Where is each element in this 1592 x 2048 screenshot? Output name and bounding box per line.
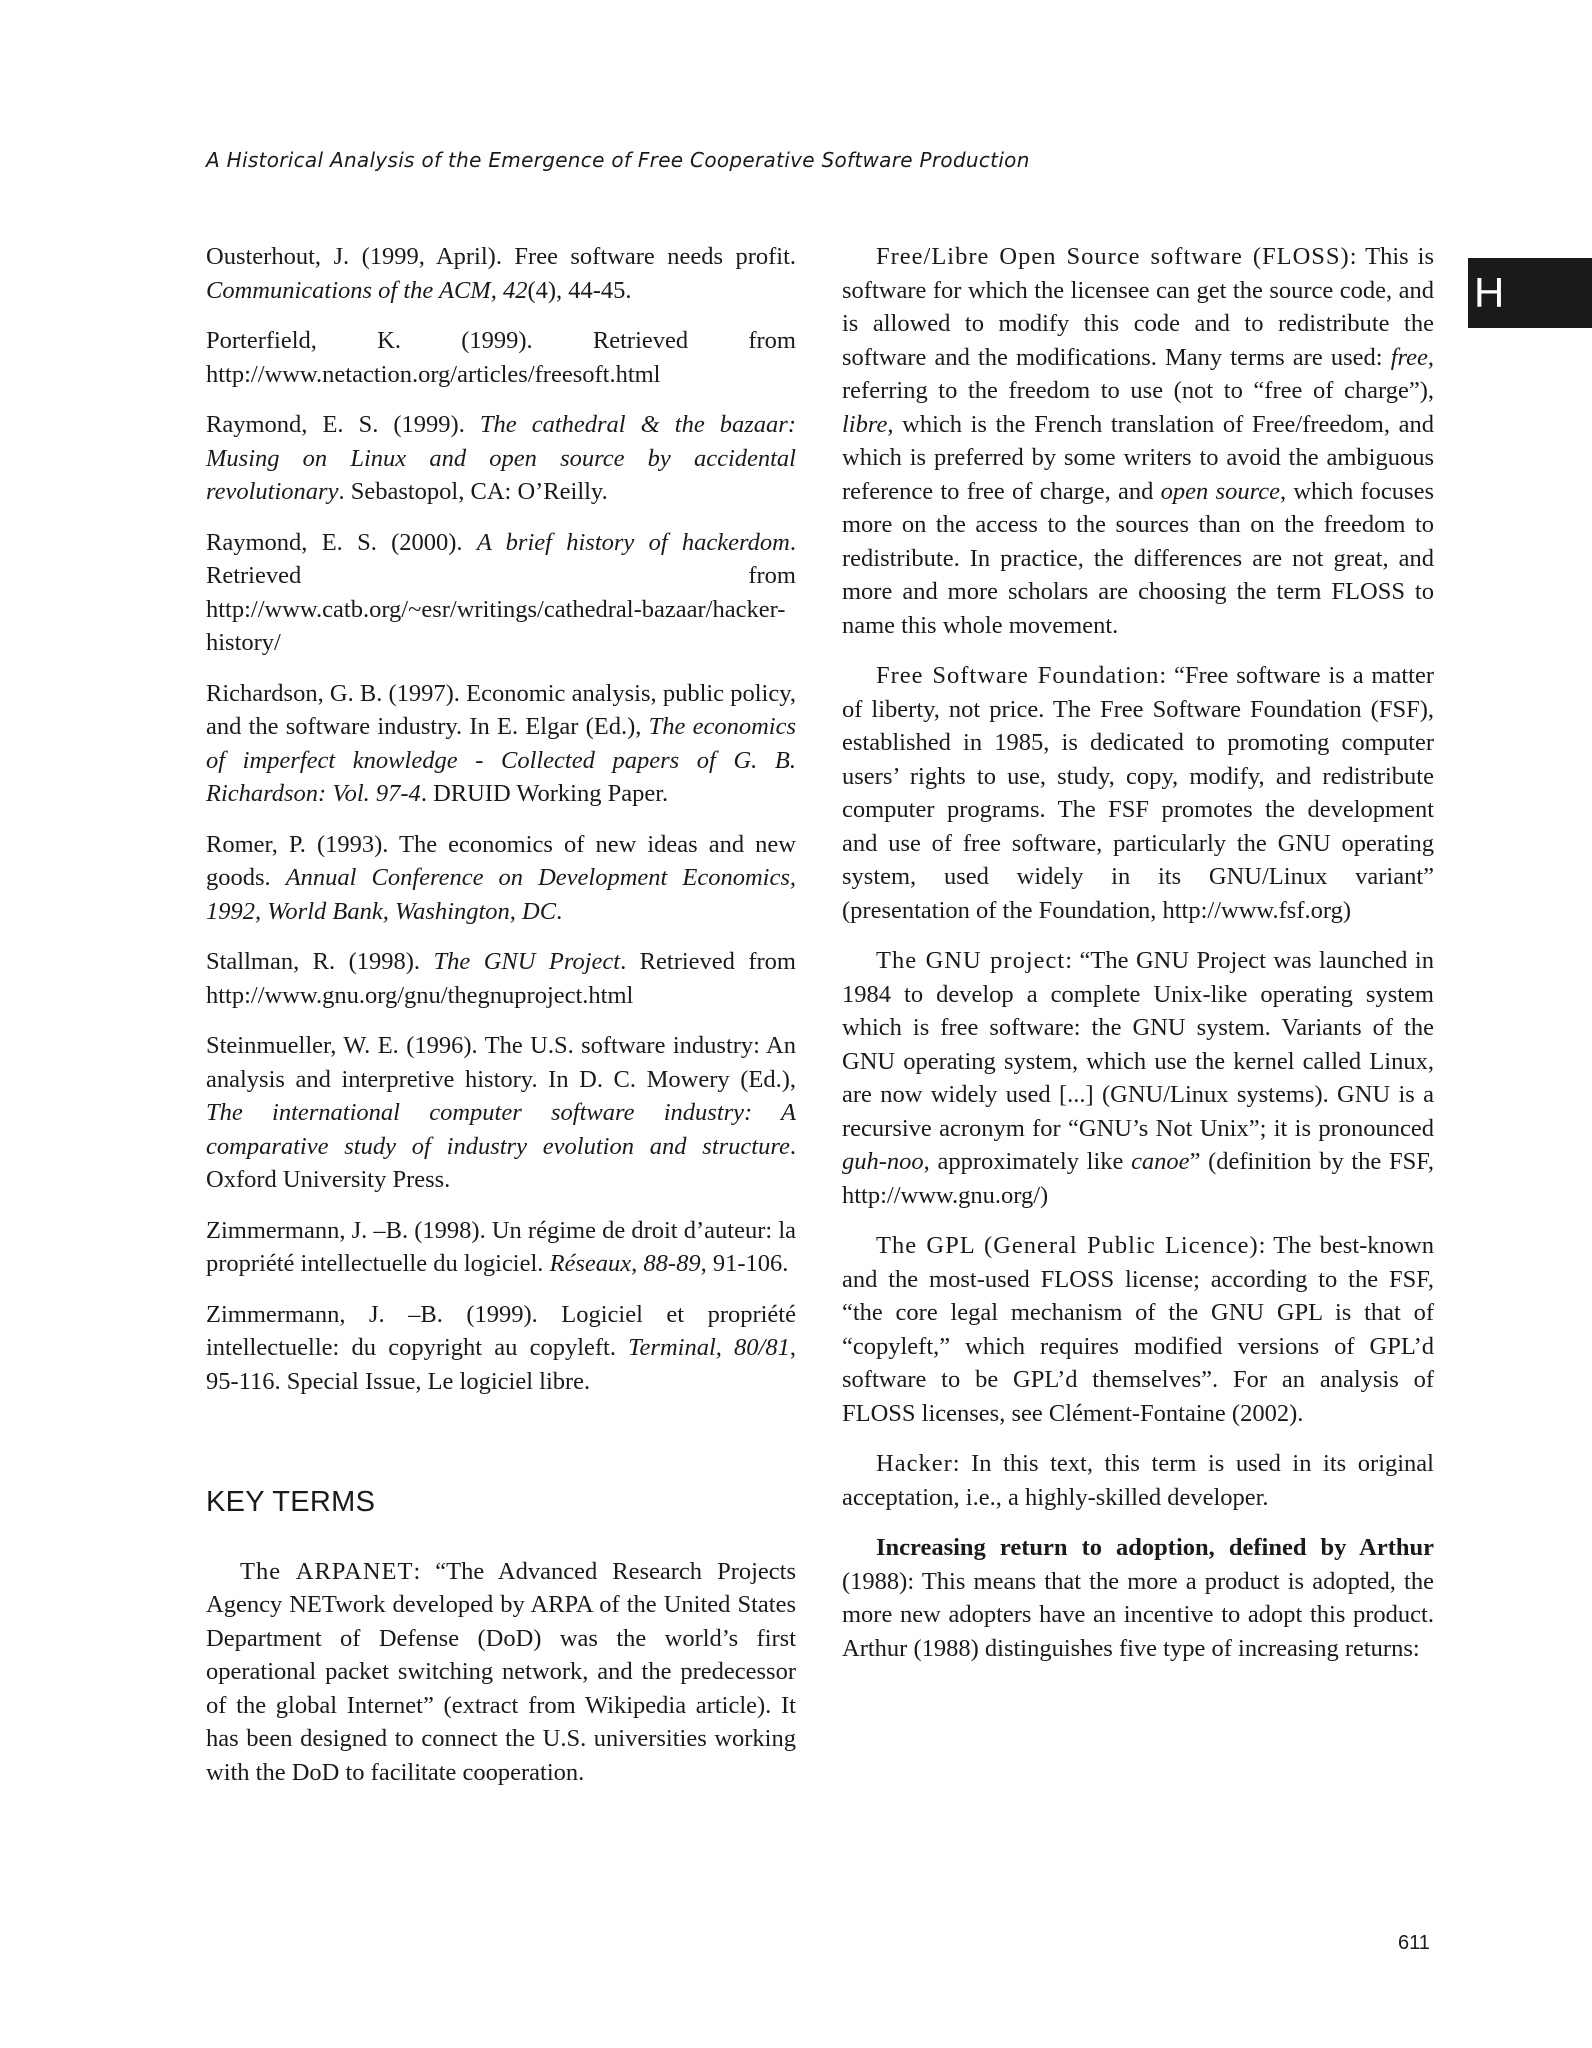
right-column [842,240,1434,1682]
reference-item: Stallman, R. (1998). The GNU Project. Retrieved from http://www.gnu.org/gnu/thegnuproject.html [206,948,796,1009]
page-number: 611 [1398,1932,1430,1954]
reference-list [206,240,796,1398]
term-gnu: The GNU project: “The GNU Project was launched in 1984 to develop a complete Unix-like operating system which is free software: the GNU system. Variants of the GNU operating system, which use the kernel called Linux, are now widely used [...] (GNU/Linux systems). GNU is a recursive acronym for “GNU’s Not Unix”; it is pronounced guh-noo, approximately like canoe” (definition by the FSF, http://www.gnu.org/) [842,947,1435,1209]
term-fsf: Free Software Foundation: “Free software is a matter of liberty, not price. The Free Software Foundation (FSF), established in 1985, is dedicated to promoting computer users’ rights to use, study, copy, modify, and redistribute computer programs. The FSF promotes the development and use of free software, particularly the GNU operating system, used widely in its GNU/Linux variant” (presentation of the Foundation, http://www.fsf.org) [842,662,1435,924]
term-gpl: The GPL (General Public Licence): The best-known and the most-used FLOSS license; according to the FSF, “the core legal mechanism of the GNU GPL is that of “copyleft,” which requires modified versions of GPL’d software to be GPL’d themselves”. For an analysis of FLOSS licenses, see Clément-Fontaine (2002). [842,1232,1434,1427]
term-hacker: Hacker: In this text, this term is used in its original acceptation, i.e., a highly-skilled developer. [842,1450,1434,1511]
reference-item: Ousterhout, J. (1999, April). Free software needs profit. Communications of the ACM, 42(4), 44-45. [206,243,796,304]
reference-item: Romer, P. (1993). The economics of new ideas and new goods. Annual Conference on Development Economics, 1992, World Bank, Washington, DC. [206,830,796,925]
section-tab: H [1468,258,1592,328]
term-arpanet: The ARPANET: “The Advanced Research Projects Agency NETwork developed by ARPA of the United States Department of Defense (DoD) was the world’s first operational packet switching network, and the predecessor of the global Internet” (extract from Wikipedia article). It has been designed to connect the U.S. universities working with the DoD to facilitate cooperation. [206,1557,796,1786]
reference-item: Raymond, E. S. (2000). A brief history of hackerdom. Retrieved from http://www.catb.org/~esr/writings/cathedral-bazaar/hacker-history/ [206,528,796,656]
term-floss: Free/Libre Open Source software (FLOSS): This is software for which the licensee can get the source code, and is allowed to modify this code and to redistribute the software and the modifications. Many terms are used: free, referring to the freedom to use (not to “free of charge”), libre, which is the French translation of Free/freedom, and which is preferred by some writers to avoid the ambiguous reference to free of charge, and open source, which focuses more on the access to the sources than on the freedom to redistribute. In practice, the differences are not great, and more and more scholars are choosing the term FLOSS to name this whole movement. [842,243,1435,639]
reference-item: Porterfield, K. (1999). Retrieved from http://www.netaction.org/articles/freesoft.html [206,327,796,388]
reference-item: Richardson, G. B. (1997). Economic analysis, public policy, and the software industry. In E. Elgar (Ed.), The economics of imperfect knowledge - Collected papers of G. B. Richardson: Vol. 97-4. DRUID Working Paper. [206,679,796,807]
reference-item: Steinmueller, W. E. (1996). The U.S. software industry: An analysis and interpretive history. In D. C. Mowery (Ed.), The international computer software industry: A comparative study of industry evolution and structure. Oxford University Press. [206,1032,796,1193]
running-title: A Historical Analysis of the Emergence of Free Cooperative Software Production [206,148,1030,172]
reference-item: Raymond, E. S. (1999). The cathedral & the bazaar: Musing on Linux and open source by accidental revolutionary. Sebastopol, CA: O’Reilly. [206,411,796,505]
reference-item: Zimmermann, J. –B. (1999). Logiciel et propriété intellectuelle: du copyright au copyleft. Terminal, 80/81, 95-116. Special Issue, Le logiciel libre. [206,1300,796,1395]
term-increasing-return: Increasing return to adoption, defined by Arthur (1988): This means that the more a product is adopted, the more new adopters have an incentive to adopt this product. Arthur (1988) distinguishes five type of increasing returns: [842,1534,1434,1662]
left-column [206,240,796,1806]
key-terms-heading: KEY TERMS [206,1486,376,1518]
reference-item: Zimmermann, J. –B. (1998). Un régime de droit d’auteur: la propriété intellectuelle du logiciel. Réseaux, 88-89, 91-106. [206,1216,796,1277]
